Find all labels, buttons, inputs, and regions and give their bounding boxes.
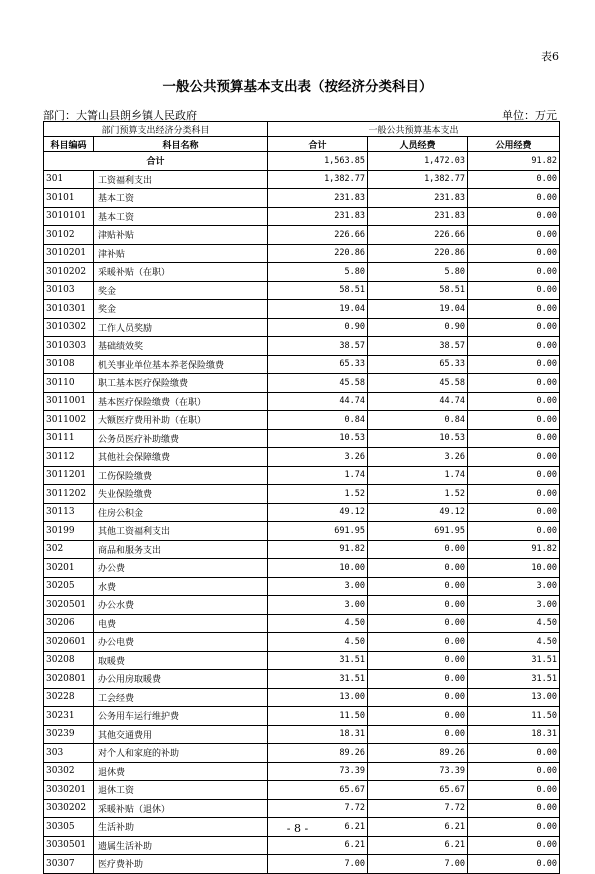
row-name: 工作人员奖励 bbox=[94, 318, 268, 337]
row-name: 机关事业单位基本养老保险缴费 bbox=[94, 355, 268, 374]
table-row bbox=[44, 688, 560, 707]
row-name: 奖金 bbox=[94, 281, 268, 300]
row-public: 0.00 bbox=[468, 392, 560, 411]
row-personnel: 45.58 bbox=[368, 374, 468, 393]
row-public: 0.00 bbox=[468, 300, 560, 319]
row-total: 73.39 bbox=[268, 762, 368, 781]
header-group-right: 一般公共预算基本支出 bbox=[268, 122, 560, 137]
row-total: 58.51 bbox=[268, 281, 368, 300]
row-total: 49.12 bbox=[268, 503, 368, 522]
row-public: 0.00 bbox=[468, 355, 560, 374]
header-group-row bbox=[44, 122, 560, 137]
row-name: 其他社会保障缴费 bbox=[94, 448, 268, 467]
row-name: 失业保险缴费 bbox=[94, 485, 268, 504]
row-personnel: 44.74 bbox=[368, 392, 468, 411]
row-total: 45.58 bbox=[268, 374, 368, 393]
table-row bbox=[44, 466, 560, 485]
row-personnel: 220.86 bbox=[368, 244, 468, 263]
row-personnel: 3.26 bbox=[368, 448, 468, 467]
table-row bbox=[44, 725, 560, 744]
row-name: 对个人和家庭的补助 bbox=[94, 744, 268, 763]
row-personnel: 49.12 bbox=[368, 503, 468, 522]
row-personnel: 0.00 bbox=[368, 688, 468, 707]
row-name: 遗属生活补助 bbox=[94, 836, 268, 855]
row-name: 医疗费补助 bbox=[94, 855, 268, 874]
row-personnel: 73.39 bbox=[368, 762, 468, 781]
row-total: 231.83 bbox=[268, 189, 368, 208]
row-code: 3010101 bbox=[44, 207, 94, 226]
row-public: 0.00 bbox=[468, 263, 560, 282]
total-personnel: 1,472.03 bbox=[368, 152, 468, 171]
row-code: 30302 bbox=[44, 762, 94, 781]
row-total: 3.00 bbox=[268, 596, 368, 615]
row-public: 31.51 bbox=[468, 651, 560, 670]
table-row bbox=[44, 448, 560, 467]
row-code: 3010201 bbox=[44, 244, 94, 263]
row-personnel: 65.33 bbox=[368, 355, 468, 374]
row-name: 其他交通费用 bbox=[94, 725, 268, 744]
row-total: 0.90 bbox=[268, 318, 368, 337]
row-total: 1.52 bbox=[268, 485, 368, 504]
header-code: 科目编码 bbox=[44, 137, 94, 152]
row-public: 0.00 bbox=[468, 799, 560, 818]
row-code: 30112 bbox=[44, 448, 94, 467]
row-code: 3020601 bbox=[44, 633, 94, 652]
table-row bbox=[44, 263, 560, 282]
row-total: 6.21 bbox=[268, 836, 368, 855]
table-row bbox=[44, 855, 560, 874]
row-personnel: 6.21 bbox=[368, 818, 468, 837]
row-code: 3030202 bbox=[44, 799, 94, 818]
row-code: 301 bbox=[44, 170, 94, 189]
row-public: 4.50 bbox=[468, 633, 560, 652]
row-total: 226.66 bbox=[268, 226, 368, 245]
row-name: 津贴补贴 bbox=[94, 226, 268, 245]
row-name: 基本医疗保险缴费（在职） bbox=[94, 392, 268, 411]
row-code: 30102 bbox=[44, 226, 94, 245]
row-total: 10.00 bbox=[268, 559, 368, 578]
row-personnel: 691.95 bbox=[368, 522, 468, 541]
row-code: 30305 bbox=[44, 818, 94, 837]
row-code: 3011201 bbox=[44, 466, 94, 485]
row-public: 0.00 bbox=[468, 318, 560, 337]
row-personnel: 0.00 bbox=[368, 596, 468, 615]
row-total: 11.50 bbox=[268, 707, 368, 726]
row-total: 13.00 bbox=[268, 688, 368, 707]
row-personnel: 5.80 bbox=[368, 263, 468, 282]
row-public: 0.00 bbox=[468, 281, 560, 300]
row-name: 办公水费 bbox=[94, 596, 268, 615]
row-code: 3030201 bbox=[44, 781, 94, 800]
row-personnel: 0.00 bbox=[368, 725, 468, 744]
table-row bbox=[44, 374, 560, 393]
row-total: 65.33 bbox=[268, 355, 368, 374]
row-personnel: 7.00 bbox=[368, 855, 468, 874]
row-name: 基本工资 bbox=[94, 207, 268, 226]
table-row bbox=[44, 244, 560, 263]
row-name: 电费 bbox=[94, 614, 268, 633]
row-personnel: 89.26 bbox=[368, 744, 468, 763]
row-personnel: 58.51 bbox=[368, 281, 468, 300]
row-total: 231.83 bbox=[268, 207, 368, 226]
row-code: 30307 bbox=[44, 855, 94, 874]
row-code: 30208 bbox=[44, 651, 94, 670]
row-public: 0.00 bbox=[468, 448, 560, 467]
row-name: 商品和服务支出 bbox=[94, 540, 268, 559]
row-total: 1.74 bbox=[268, 466, 368, 485]
row-code: 30103 bbox=[44, 281, 94, 300]
row-personnel: 0.00 bbox=[368, 540, 468, 559]
row-public: 0.00 bbox=[468, 429, 560, 448]
table-row bbox=[44, 429, 560, 448]
row-personnel: 0.00 bbox=[368, 707, 468, 726]
row-total: 65.67 bbox=[268, 781, 368, 800]
table-row bbox=[44, 392, 560, 411]
row-code: 3010302 bbox=[44, 318, 94, 337]
row-name: 退休费 bbox=[94, 762, 268, 781]
row-total: 6.21 bbox=[268, 818, 368, 837]
row-public: 11.50 bbox=[468, 707, 560, 726]
header-public: 公用经费 bbox=[468, 137, 560, 152]
total-label: 合计 bbox=[44, 152, 268, 171]
row-personnel: 1.74 bbox=[368, 466, 468, 485]
row-name: 工资福利支出 bbox=[94, 170, 268, 189]
row-name: 办公电费 bbox=[94, 633, 268, 652]
row-name: 津补贴 bbox=[94, 244, 268, 263]
row-personnel: 231.83 bbox=[368, 189, 468, 208]
row-code: 30110 bbox=[44, 374, 94, 393]
table-row bbox=[44, 485, 560, 504]
row-public: 0.00 bbox=[468, 374, 560, 393]
header-name: 科目名称 bbox=[94, 137, 268, 152]
row-personnel: 231.83 bbox=[368, 207, 468, 226]
total-sum: 1,563.85 bbox=[268, 152, 368, 171]
table-number-label: 表6 bbox=[541, 50, 559, 63]
department-label: 部门：大箐山县朗乡镇人民政府 bbox=[43, 109, 197, 122]
row-name: 其他工资福利支出 bbox=[94, 522, 268, 541]
row-code: 3011001 bbox=[44, 392, 94, 411]
row-public: 0.00 bbox=[468, 466, 560, 485]
total-public: 91.82 bbox=[468, 152, 560, 171]
row-public: 0.00 bbox=[468, 207, 560, 226]
row-public: 31.51 bbox=[468, 670, 560, 689]
row-public: 0.00 bbox=[468, 226, 560, 245]
expenditure-table bbox=[43, 121, 560, 874]
row-code: 3011202 bbox=[44, 485, 94, 504]
row-public: 13.00 bbox=[468, 688, 560, 707]
table-row bbox=[44, 207, 560, 226]
row-total: 91.82 bbox=[268, 540, 368, 559]
row-name: 奖金 bbox=[94, 300, 268, 319]
header-total: 合计 bbox=[268, 137, 368, 152]
row-public: 0.00 bbox=[468, 411, 560, 430]
row-personnel: 1,382.77 bbox=[368, 170, 468, 189]
row-personnel: 0.00 bbox=[368, 670, 468, 689]
row-personnel: 0.84 bbox=[368, 411, 468, 430]
row-name: 退休工资 bbox=[94, 781, 268, 800]
row-name: 办公用房取暖费 bbox=[94, 670, 268, 689]
table-row bbox=[44, 540, 560, 559]
row-total: 4.50 bbox=[268, 614, 368, 633]
row-total: 38.57 bbox=[268, 337, 368, 356]
header-personnel: 人员经费 bbox=[368, 137, 468, 152]
row-name: 公务用车运行维护费 bbox=[94, 707, 268, 726]
row-code: 30231 bbox=[44, 707, 94, 726]
row-personnel: 6.21 bbox=[368, 836, 468, 855]
row-code: 3010303 bbox=[44, 337, 94, 356]
table-row bbox=[44, 170, 560, 189]
row-public: 18.31 bbox=[468, 725, 560, 744]
row-public: 0.00 bbox=[468, 762, 560, 781]
table-row bbox=[44, 633, 560, 652]
row-code: 30199 bbox=[44, 522, 94, 541]
row-code: 3020801 bbox=[44, 670, 94, 689]
row-name: 基本工资 bbox=[94, 189, 268, 208]
table-row bbox=[44, 596, 560, 615]
row-public: 0.00 bbox=[468, 189, 560, 208]
table-row bbox=[44, 799, 560, 818]
row-total: 1,382.77 bbox=[268, 170, 368, 189]
table-row bbox=[44, 670, 560, 689]
row-code: 30205 bbox=[44, 577, 94, 596]
table-row bbox=[44, 355, 560, 374]
row-total: 7.72 bbox=[268, 799, 368, 818]
table-row bbox=[44, 614, 560, 633]
row-total: 3.00 bbox=[268, 577, 368, 596]
row-personnel: 0.00 bbox=[368, 559, 468, 578]
table-row bbox=[44, 577, 560, 596]
row-name: 采暖补贴（退休） bbox=[94, 799, 268, 818]
row-public: 3.00 bbox=[468, 577, 560, 596]
row-code: 3010202 bbox=[44, 263, 94, 282]
row-name: 公务员医疗补助缴费 bbox=[94, 429, 268, 448]
row-public: 0.00 bbox=[468, 503, 560, 522]
row-code: 3011002 bbox=[44, 411, 94, 430]
row-public: 10.00 bbox=[468, 559, 560, 578]
row-name: 大额医疗费用补助（在职） bbox=[94, 411, 268, 430]
row-personnel: 65.67 bbox=[368, 781, 468, 800]
row-total: 10.53 bbox=[268, 429, 368, 448]
row-personnel: 226.66 bbox=[368, 226, 468, 245]
row-code: 3010301 bbox=[44, 300, 94, 319]
row-total: 18.31 bbox=[268, 725, 368, 744]
row-total: 31.51 bbox=[268, 670, 368, 689]
table-row bbox=[44, 522, 560, 541]
total-row bbox=[44, 152, 560, 171]
table-row bbox=[44, 189, 560, 208]
row-total: 0.84 bbox=[268, 411, 368, 430]
table-row bbox=[44, 762, 560, 781]
row-public: 0.00 bbox=[468, 781, 560, 800]
table-row bbox=[44, 411, 560, 430]
row-code: 3030501 bbox=[44, 836, 94, 855]
row-total: 3.26 bbox=[268, 448, 368, 467]
row-public: 0.00 bbox=[468, 836, 560, 855]
table-row bbox=[44, 651, 560, 670]
row-total: 4.50 bbox=[268, 633, 368, 652]
row-code: 30206 bbox=[44, 614, 94, 633]
row-name: 采暖补贴（在职） bbox=[94, 263, 268, 282]
table-row bbox=[44, 559, 560, 578]
row-total: 44.74 bbox=[268, 392, 368, 411]
row-total: 691.95 bbox=[268, 522, 368, 541]
table-row bbox=[44, 836, 560, 855]
row-public: 0.00 bbox=[468, 744, 560, 763]
row-personnel: 0.90 bbox=[368, 318, 468, 337]
table-row bbox=[44, 281, 560, 300]
row-code: 30201 bbox=[44, 559, 94, 578]
row-name: 办公费 bbox=[94, 559, 268, 578]
row-name: 职工基本医疗保险缴费 bbox=[94, 374, 268, 393]
table-row bbox=[44, 300, 560, 319]
row-public: 0.00 bbox=[468, 818, 560, 837]
row-personnel: 0.00 bbox=[368, 633, 468, 652]
row-personnel: 0.00 bbox=[368, 577, 468, 596]
row-name: 水费 bbox=[94, 577, 268, 596]
row-public: 0.00 bbox=[468, 522, 560, 541]
row-code: 30108 bbox=[44, 355, 94, 374]
row-personnel: 10.53 bbox=[368, 429, 468, 448]
row-code: 302 bbox=[44, 540, 94, 559]
table-row bbox=[44, 337, 560, 356]
row-code: 30111 bbox=[44, 429, 94, 448]
row-name: 生活补助 bbox=[94, 818, 268, 837]
row-name: 工伤保险缴费 bbox=[94, 466, 268, 485]
row-public: 3.00 bbox=[468, 596, 560, 615]
row-total: 220.86 bbox=[268, 244, 368, 263]
row-total: 31.51 bbox=[268, 651, 368, 670]
row-code: 30101 bbox=[44, 189, 94, 208]
row-personnel: 38.57 bbox=[368, 337, 468, 356]
row-public: 4.50 bbox=[468, 614, 560, 633]
row-total: 19.04 bbox=[268, 300, 368, 319]
row-personnel: 1.52 bbox=[368, 485, 468, 504]
table-row bbox=[44, 707, 560, 726]
row-public: 0.00 bbox=[468, 337, 560, 356]
row-name: 住房公积金 bbox=[94, 503, 268, 522]
row-public: 0.00 bbox=[468, 170, 560, 189]
table-row bbox=[44, 226, 560, 245]
unit-label: 单位：万元 bbox=[502, 109, 557, 122]
row-total: 5.80 bbox=[268, 263, 368, 282]
header-column-row bbox=[44, 137, 560, 152]
row-total: 7.00 bbox=[268, 855, 368, 874]
document-title: 一般公共预算基本支出表（按经济分类科目） bbox=[162, 79, 433, 95]
row-code: 3020501 bbox=[44, 596, 94, 615]
table-row bbox=[44, 318, 560, 337]
row-personnel: 7.72 bbox=[368, 799, 468, 818]
page-number: - 8 - bbox=[286, 822, 309, 835]
header-group-left: 部门预算支出经济分类科目 bbox=[44, 122, 268, 137]
row-public: 0.00 bbox=[468, 485, 560, 504]
row-code: 30228 bbox=[44, 688, 94, 707]
row-code: 30239 bbox=[44, 725, 94, 744]
row-code: 303 bbox=[44, 744, 94, 763]
table-row bbox=[44, 781, 560, 800]
row-name: 取暖费 bbox=[94, 651, 268, 670]
row-public: 91.82 bbox=[468, 540, 560, 559]
row-name: 工会经费 bbox=[94, 688, 268, 707]
row-code: 30113 bbox=[44, 503, 94, 522]
row-public: 0.00 bbox=[468, 855, 560, 874]
table-row bbox=[44, 744, 560, 763]
row-name: 基础绩效奖 bbox=[94, 337, 268, 356]
row-personnel: 0.00 bbox=[368, 614, 468, 633]
table-row bbox=[44, 503, 560, 522]
row-personnel: 19.04 bbox=[368, 300, 468, 319]
row-personnel: 0.00 bbox=[368, 651, 468, 670]
row-public: 0.00 bbox=[468, 244, 560, 263]
row-total: 89.26 bbox=[268, 744, 368, 763]
